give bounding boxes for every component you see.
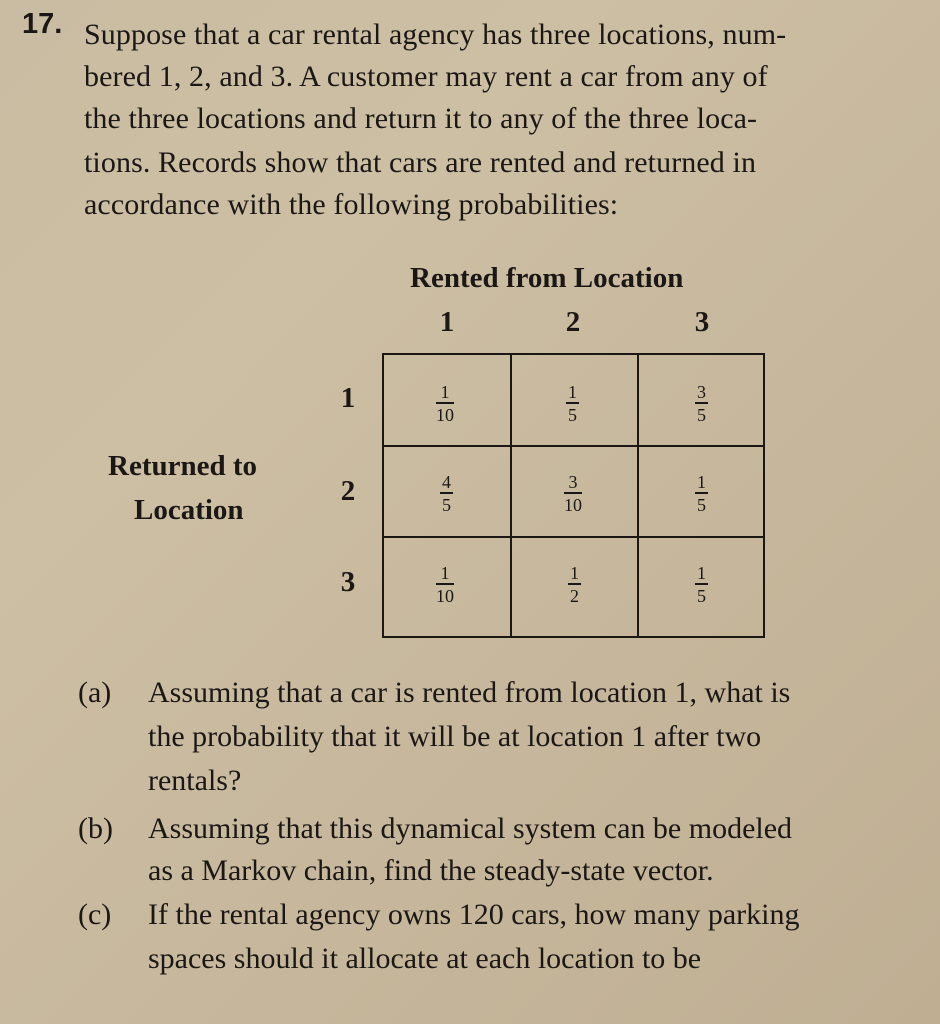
part-a-line-2: the probability that it will be at location 1 after two — [148, 720, 762, 753]
fraction-denominator: 2 — [570, 585, 579, 606]
fraction — [436, 383, 454, 424]
problem-number: 17. — [22, 8, 63, 40]
fraction-numerator: 1 — [440, 382, 450, 402]
table-cell-r1-c2 — [512, 355, 639, 447]
fraction-denominator: 5 — [568, 404, 577, 425]
part-c-line-1: If the rental agency owns 120 cars, how many parking — [148, 898, 800, 931]
fraction-bar — [436, 583, 454, 585]
fraction — [440, 473, 453, 514]
fraction-numerator: 4 — [442, 472, 451, 492]
fraction-bar — [564, 492, 582, 494]
table-cell-r2-c2 — [512, 447, 639, 538]
fraction — [568, 564, 581, 605]
fraction — [564, 473, 582, 514]
fraction-numerator: 3 — [697, 382, 706, 402]
row-number-2: 2 — [340, 475, 356, 507]
table-cell-r2-c3 — [639, 447, 763, 538]
fraction — [566, 383, 579, 424]
fraction-bar — [436, 402, 454, 404]
intro-line-3: the three locations and return it to any of the three loca- — [84, 102, 758, 135]
fraction — [695, 383, 708, 424]
fraction-numerator: 1 — [570, 563, 579, 583]
fraction-bar — [695, 402, 708, 404]
fraction-denominator: 5 — [697, 585, 706, 606]
part-a-label: (a) — [78, 676, 112, 709]
fraction-bar — [566, 402, 579, 404]
fraction-numerator: 1 — [697, 472, 706, 492]
fraction-numerator: 3 — [568, 472, 578, 492]
part-c-line-2: spaces should it allocate at each location to be — [148, 942, 702, 975]
fraction-denominator: 10 — [436, 404, 454, 425]
fraction-denominator: 5 — [697, 404, 706, 425]
part-a-line-1: Assuming that a car is rented from location 1, what is — [148, 676, 791, 709]
part-b-label: (b) — [78, 812, 113, 845]
intro-line-2: bered 1, 2, and 3. A customer may rent a car from any of — [84, 60, 768, 93]
fraction-denominator: 10 — [436, 585, 454, 606]
fraction-numerator: 1 — [568, 382, 577, 402]
fraction-numerator: 1 — [440, 563, 450, 583]
column-number-3: 3 — [694, 306, 710, 338]
fraction — [436, 564, 454, 605]
row-number-1: 1 — [340, 382, 356, 414]
fraction-bar — [440, 492, 453, 494]
part-c-label: (c) — [78, 898, 112, 931]
fraction-bar — [695, 492, 708, 494]
column-number-1: 1 — [439, 306, 455, 338]
table-cell-r3-c3 — [639, 538, 763, 636]
probability-table — [382, 353, 765, 638]
table-cell-r1-c1 — [384, 355, 512, 447]
intro-line-1: Suppose that a car rental agency has three locations, num- — [84, 18, 787, 51]
fraction-bar — [568, 583, 581, 585]
fraction-numerator: 1 — [697, 563, 706, 583]
fraction-denominator: 10 — [564, 494, 582, 515]
column-number-2: 2 — [565, 306, 581, 338]
part-b-line-2: as a Markov chain, find the steady-state vector. — [148, 854, 714, 887]
table-cell-r3-c2 — [512, 538, 639, 636]
fraction-denominator: 5 — [442, 494, 451, 515]
table-column-heading: Rented from Location — [410, 262, 684, 294]
intro-line-5: accordance with the following probabilities: — [84, 188, 619, 221]
part-a-line-3: rentals? — [148, 764, 242, 797]
table-cell-r3-c1 — [384, 538, 512, 636]
fraction — [695, 473, 708, 514]
table-cell-r1-c3 — [639, 355, 763, 447]
part-b-line-1: Assuming that this dynamical system can be modeled — [148, 812, 793, 845]
row-label-returned-to: Returned to — [108, 450, 258, 482]
row-number-3: 3 — [340, 566, 356, 598]
fraction — [695, 564, 708, 605]
table-cell-r2-c1 — [384, 447, 512, 538]
fraction-denominator: 5 — [697, 494, 706, 515]
intro-line-4: tions. Records show that cars are rented and returned in — [84, 146, 757, 179]
fraction-bar — [695, 583, 708, 585]
row-label-location: Location — [134, 494, 244, 526]
